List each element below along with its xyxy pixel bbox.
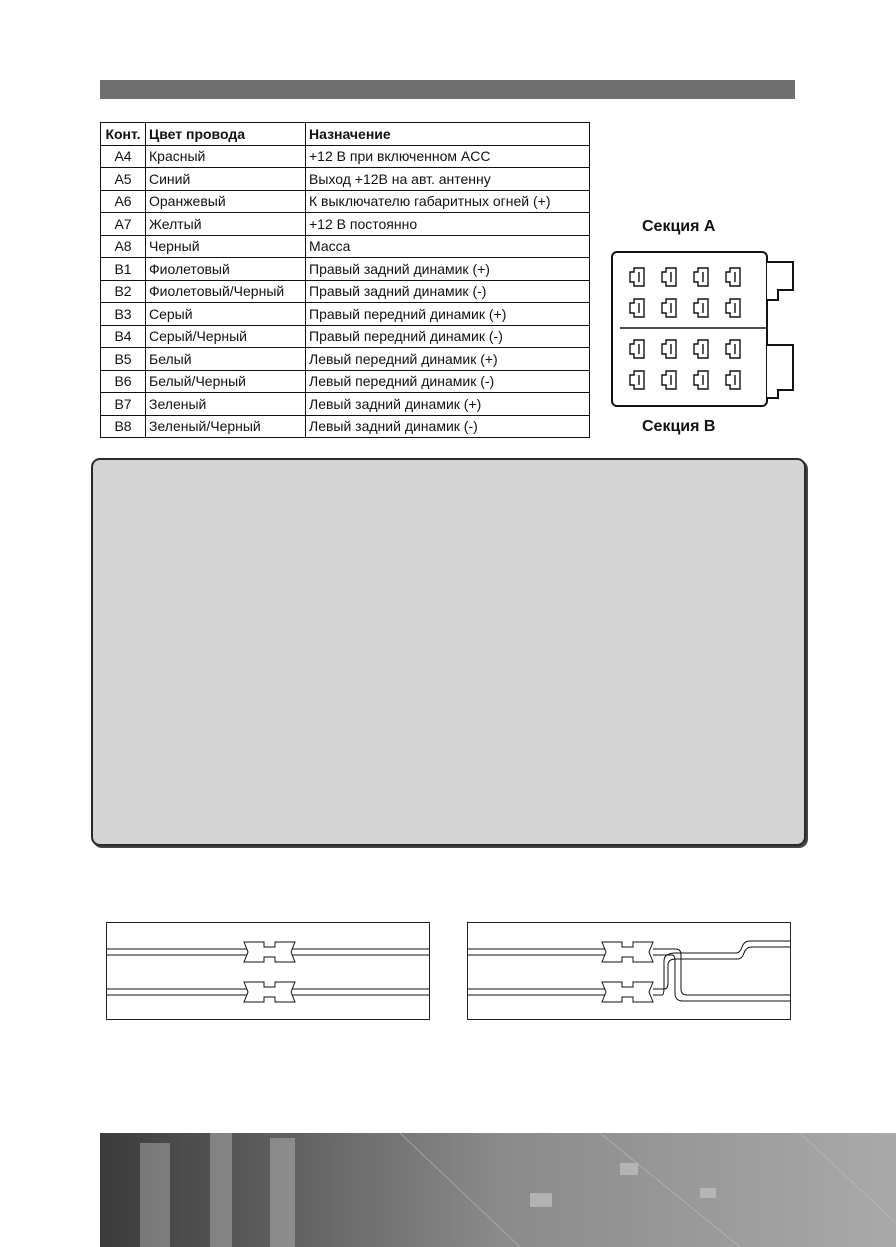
plug-connector [602, 982, 653, 1002]
wire-color-cell: Черный [146, 235, 306, 258]
pin-cell: B1 [101, 258, 146, 281]
table-row [101, 213, 590, 236]
wire-color-cell: Красный [146, 145, 306, 168]
purpose-cell: Правый передний динамик (+) [306, 303, 590, 326]
column-header-purpose: Назначение [306, 123, 590, 146]
section-a-label: Секция А [642, 218, 716, 235]
wire-color-cell: Зеленый/Черный [146, 415, 306, 438]
purpose-cell: Масса [306, 235, 590, 258]
purpose-cell: Выход +12В на авт. антенну [306, 168, 590, 191]
table-row [101, 393, 590, 416]
table-row [101, 325, 590, 348]
wire-color-cell: Фиолетовый/Черный [146, 280, 306, 303]
table-row [101, 370, 590, 393]
plug-connector [602, 942, 653, 962]
table-row [101, 258, 590, 281]
purpose-cell: К выключателю габаритных огней (+) [306, 190, 590, 213]
purpose-cell: Правый передний динамик (-) [306, 325, 590, 348]
wire-connection-figure-2 [467, 922, 791, 1020]
pin-cell: A7 [101, 213, 146, 236]
purpose-cell: Левый передний динамик (-) [306, 370, 590, 393]
wire-pair-bottom [107, 982, 429, 1002]
table-row [101, 235, 590, 258]
pin-cell: B8 [101, 415, 146, 438]
decorative-photo-band [100, 1133, 896, 1247]
column-header-pin: Конт. [101, 123, 146, 146]
wire-color-cell: Фиолетовый [146, 258, 306, 281]
wire-color-cell: Желтый [146, 213, 306, 236]
note-panel [91, 458, 806, 846]
table-row [101, 348, 590, 371]
iso-connector-diagram [610, 250, 800, 410]
pin-cell: B7 [101, 393, 146, 416]
table-row [101, 303, 590, 326]
pin-cell: A5 [101, 168, 146, 191]
latch-a [767, 262, 793, 300]
purpose-cell: Правый задний динамик (+) [306, 258, 590, 281]
pin-cell: B4 [101, 325, 146, 348]
pin-cell: B2 [101, 280, 146, 303]
purpose-cell: +12 В при включенном ACC [306, 145, 590, 168]
table-row [101, 168, 590, 191]
wire-color-cell: Оранжевый [146, 190, 306, 213]
table-row [101, 280, 590, 303]
pin-cell: B3 [101, 303, 146, 326]
wire-connection-figure-1 [106, 922, 430, 1020]
table-row [101, 190, 590, 213]
table-row [101, 415, 590, 438]
pin-cell: A4 [101, 145, 146, 168]
table-header-row [101, 123, 590, 146]
wire-color-cell: Зеленый [146, 393, 306, 416]
section-b-label: Секция В [642, 418, 716, 435]
pin-cell: B6 [101, 370, 146, 393]
purpose-cell: +12 В постоянно [306, 213, 590, 236]
wire-pair-top [107, 942, 429, 962]
wire-color-cell: Синий [146, 168, 306, 191]
table-row [101, 145, 590, 168]
purpose-cell: Левый задний динамик (-) [306, 415, 590, 438]
wire-color-cell: Серый/Черный [146, 325, 306, 348]
header-bar [100, 80, 795, 99]
wiring-table [100, 122, 590, 438]
latch-b [767, 345, 793, 398]
wire-color-cell: Белый [146, 348, 306, 371]
wire-color-cell: Серый [146, 303, 306, 326]
pin-cell: A6 [101, 190, 146, 213]
purpose-cell: Левый задний динамик (+) [306, 393, 590, 416]
pin-cell: B5 [101, 348, 146, 371]
pin-cell: A8 [101, 235, 146, 258]
plug-connector [244, 982, 295, 1002]
purpose-cell: Правый задний динамик (-) [306, 280, 590, 303]
wire-color-cell: Белый/Черный [146, 370, 306, 393]
purpose-cell: Левый передний динамик (+) [306, 348, 590, 371]
plug-connector [244, 942, 295, 962]
column-header-color: Цвет провода [146, 123, 306, 146]
